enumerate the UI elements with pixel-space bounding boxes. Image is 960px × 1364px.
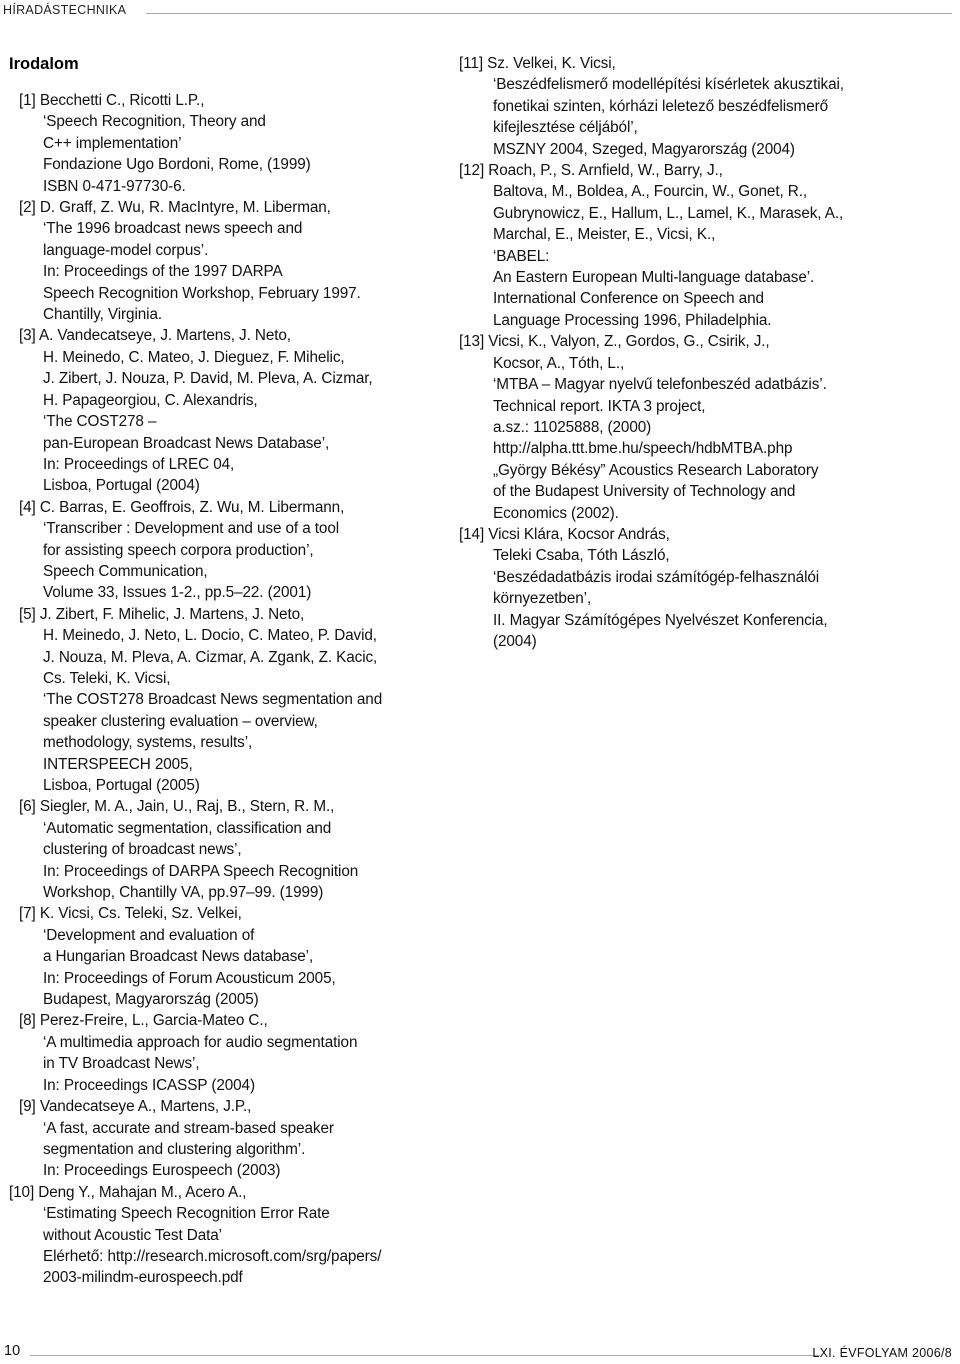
reference-line: Workshop, Chantilly VA, pp.97–99. (1999) [43, 884, 324, 902]
page-number: 10 [4, 1343, 21, 1359]
reference-line: a Hungarian Broadcast News database’, [43, 948, 314, 966]
reference-item [9, 1096, 434, 1182]
reference-line: INTERSPEECH 2005, [43, 755, 193, 773]
reference-item [459, 524, 899, 652]
reference-item [9, 1010, 434, 1096]
reference-line: In: Proceedings of DARPA Speech Recognition [43, 862, 359, 880]
reference-line: Language Processing 1996, Philadelphia. [493, 311, 772, 329]
reference-line: Technical report. IKTA 3 project, [493, 397, 706, 415]
page-footer [0, 1343, 960, 1364]
section-title: Irodalom [9, 55, 79, 73]
reference-line: Lisboa, Portugal (2005) [43, 777, 200, 794]
reference-line: for assisting speech corpora production’, [43, 541, 314, 559]
reference-line: http://alpha.ttt.bme.hu/speech/hdbMTBA.php [493, 440, 793, 458]
reference-line: language-model corpus’. [43, 241, 209, 259]
reference-authors-line: [7] K. Vicsi, Cs. Teleki, Sz. Velkei, [19, 905, 242, 923]
reference-item [9, 604, 434, 797]
volume-label: LXI. ÉVFOLYAM 2006/8 [812, 1346, 952, 1360]
reference-line: An Eastern European Multi-language database’. [493, 269, 815, 287]
reference-line: without Acoustic Test Data’ [43, 1226, 222, 1244]
reference-item [9, 197, 434, 325]
running-header [0, 0, 960, 24]
reference-line: J. Zibert, J. Nouza, P. David, M. Pleva, A. Cizmar, [43, 370, 373, 388]
reference-line: Marchal, E., Meister, E., Vicsi, K., [493, 226, 716, 244]
reference-line: International Conference on Speech and [493, 290, 764, 308]
reference-line: ISBN 0-471-97730-6. [43, 177, 186, 195]
reference-line: In: Proceedings of LREC 04, [43, 455, 235, 473]
reference-line: Lisboa, Portugal (2004) [43, 477, 200, 495]
reference-line: Economics (2002). [493, 504, 619, 522]
reference-line: Volume 33, Issues 1-2., pp.5–22. (2001) [43, 584, 312, 602]
reference-line: ‘The COST278 Broadcast News segmentation and [43, 691, 383, 709]
reference-authors-line: [2] D. Graff, Z. Wu, R. MacIntyre, M. Liberman, [19, 199, 331, 217]
reference-line: a.sz.: 11025888, (2000) [493, 418, 652, 436]
reference-line: Gubrynowicz, E., Hallum, L., Lamel, K., Marasek, A., [493, 204, 844, 222]
reference-line: környezetben’, [493, 590, 592, 608]
reference-item [459, 53, 899, 160]
reference-line: (2004) [493, 632, 537, 650]
reference-line: H. Meinedo, J. Neto, L. Docio, C. Mateo, P. David, [43, 627, 377, 645]
reference-item [9, 903, 434, 1010]
reference-line: ‘Speech Recognition, Theory and [43, 113, 266, 131]
reference-line: II. Magyar Számítógépes Nyelvészet Konferencia, [493, 611, 828, 629]
reference-line: Teleki Csaba, Tóth László, [493, 547, 670, 565]
reference-item [459, 160, 899, 331]
reference-item [9, 1182, 434, 1289]
reference-line: H. Meinedo, C. Mateo, J. Dieguez, F. Mihelic, [43, 348, 345, 366]
reference-line: Kocsor, A., Tóth, L., [493, 354, 625, 372]
reference-line: Speech Communication, [43, 562, 208, 580]
reference-line: Speech Recognition Workshop, February 1997. [43, 284, 361, 302]
reference-line: speaker clustering evaluation – overview, [43, 712, 318, 730]
reference-authors-line: [4] C. Barras, E. Geoffrois, Z. Wu, M. Libermann, [19, 498, 345, 516]
reference-authors-line: [12] Roach, P., S. Arnfield, W., Barry, J., [459, 162, 723, 180]
reference-authors-line: [8] Perez-Freire, L., Garcia-Mateo C., [19, 1012, 268, 1030]
reference-item [9, 325, 434, 496]
reference-line: ‘Estimating Speech Recognition Error Rate [43, 1205, 330, 1223]
reference-line: ‘A multimedia approach for audio segmentation [43, 1033, 358, 1051]
reference-authors-line: [13] Vicsi, K., Valyon, Z., Gordos, G., Csirik, J., [459, 333, 770, 351]
reference-line: in TV Broadcast News’, [43, 1055, 200, 1073]
reference-line: kifejlesztése céljából’, [493, 119, 638, 137]
reference-line: Elérhető: http://research.microsoft.com/srg/papers/ [43, 1247, 382, 1265]
reference-line: pan-European Broadcast News Database’, [43, 434, 330, 452]
reference-line: In: Proceedings of the 1997 DARPA [43, 263, 283, 281]
reference-line: of the Budapest University of Technology and [493, 483, 796, 501]
header-rule [146, 13, 952, 14]
reference-line: In: Proceedings Eurospeech (2003) [43, 1162, 281, 1180]
reference-line: Cs. Teleki, K. Vicsi, [43, 669, 171, 687]
reference-line: J. Nouza, M. Pleva, A. Cizmar, A. Zgank, Z. Kacic, [43, 648, 378, 666]
reference-line: fonetikai szinten, kórházi leletező beszédfelismerő [493, 97, 829, 115]
reference-line: segmentation and clustering algorithm’. [43, 1140, 306, 1158]
reference-item [459, 331, 899, 524]
reference-line: ‘The COST278 – [43, 413, 157, 431]
reference-line: Budapest, Magyarország (2005) [43, 991, 259, 1009]
reference-line: Baltova, M., Boldea, A., Fourcin, W., Gonet, R., [493, 183, 808, 201]
reference-line: ‘Transcriber : Development and use of a tool [43, 520, 340, 538]
reference-line: ‘Automatic segmentation, classification and [43, 819, 332, 837]
reference-line: 2003-milindm-eurospeech.pdf [43, 1269, 243, 1287]
reference-authors-line: [5] J. Zibert, F. Mihelic, J. Martens, J. Neto, [19, 605, 305, 623]
references-right-column [459, 53, 899, 652]
reference-line: „György Békésy” Acoustics Research Laboratory [493, 461, 819, 479]
reference-authors-line: [11] Sz. Velkei, K. Vicsi, [459, 55, 616, 72]
reference-line: ‘A fast, accurate and stream-based speaker [43, 1119, 334, 1137]
reference-item [9, 796, 434, 903]
reference-authors-line: [1] Becchetti C., Ricotti L.P., [19, 92, 205, 109]
reference-line: clustering of broadcast news’, [43, 841, 242, 859]
reference-authors-line: [3] A. Vandecatseye, J. Martens, J. Neto, [19, 327, 291, 345]
reference-line: In: Proceedings of Forum Acousticum 2005, [43, 969, 336, 987]
reference-line: C++ implementation’ [43, 134, 182, 152]
reference-authors-line: [14] Vicsi Klára, Kocsor András, [459, 525, 670, 543]
reference-line: ‘The 1996 broadcast news speech and [43, 220, 303, 238]
references-left-column [9, 90, 434, 1289]
reference-item [9, 497, 434, 604]
reference-line: methodology, systems, results’, [43, 734, 253, 752]
reference-line: ‘Development and evaluation of [43, 926, 255, 944]
reference-authors-line: [6] Siegler, M. A., Jain, U., Raj, B., Stern, R. M., [19, 798, 335, 816]
footer-rule [30, 1355, 820, 1356]
reference-line: H. Papageorgiou, C. Alexandris, [43, 391, 258, 409]
reference-line: Fondazione Ugo Bordoni, Rome, (1999) [43, 156, 311, 174]
reference-line: In: Proceedings ICASSP (2004) [43, 1076, 255, 1094]
reference-line: ‘MTBA – Magyar nyelvű telefonbeszéd adatbázis’. [493, 376, 827, 394]
reference-line: ‘BABEL: [493, 247, 550, 265]
reference-line: MSZNY 2004, Szeged, Magyarország (2004) [493, 140, 795, 158]
reference-item [9, 90, 434, 197]
reference-line: ‘Beszédadatbázis irodai számítógép-felhasználói [493, 568, 820, 586]
reference-authors-line: [10] Deng Y., Mahajan M., Acero A., [9, 1183, 247, 1201]
reference-authors-line: [9] Vandecatseye A., Martens, J.P., [19, 1098, 252, 1116]
reference-line: Chantilly, Virginia. [43, 306, 163, 324]
reference-line: ‘Beszédfelismerő modellépítési kísérletek akusztikai, [493, 76, 844, 94]
journal-title: HÍRADÁSTECHNIKA [3, 3, 127, 17]
